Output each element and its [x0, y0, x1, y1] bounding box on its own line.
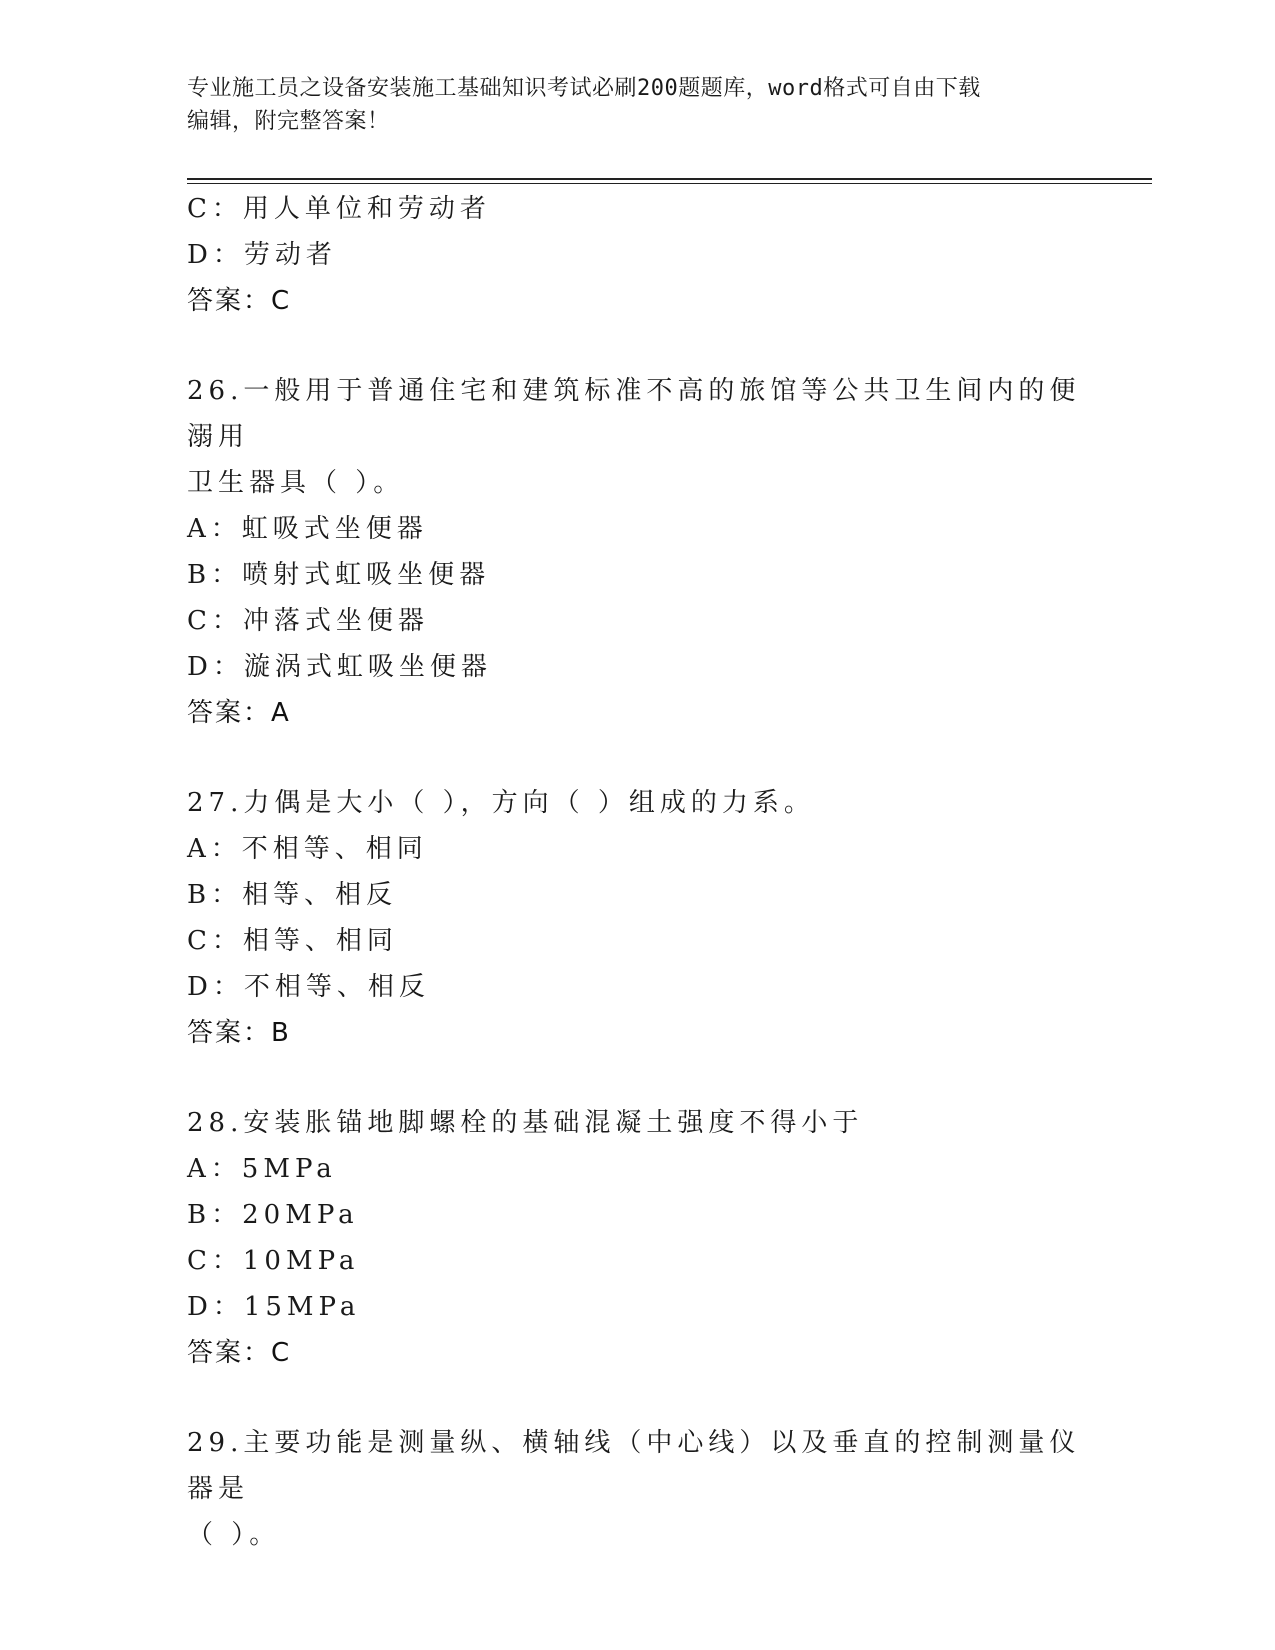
answer-label: 答案：C [187, 286, 292, 316]
question-25 [187, 186, 1087, 324]
header-divider-thin [187, 183, 1152, 184]
answer-label: 答案：C [187, 1338, 292, 1368]
spacer [187, 1376, 1087, 1420]
header-divider-thick [187, 178, 1152, 180]
question-stem: 27.力偶是大小（ ），方向（ ）组成的力系。 [187, 788, 815, 818]
option-c: C：冲落式坐便器 [187, 606, 429, 636]
option-c: C：10MPa [187, 1246, 360, 1276]
option-a: A：5MPa [187, 1154, 337, 1184]
option-d: D：15MPa [187, 1292, 361, 1322]
spacer [187, 1056, 1087, 1100]
answer-label: 答案：A [187, 698, 291, 728]
question-stem: 26.一般用于普通住宅和建筑标准不高的旅馆等公共卫生间内的便溺用 [187, 376, 1081, 452]
question-list [187, 186, 1087, 1558]
question-27 [187, 780, 1087, 1056]
question-28 [187, 1100, 1087, 1376]
question-stem: 28.安装胀锚地脚螺栓的基础混凝土强度不得小于 [187, 1108, 864, 1138]
question-26 [187, 368, 1087, 736]
option-c: C：用人单位和劳动者 [187, 194, 491, 224]
option-b: B：20MPa [187, 1200, 359, 1230]
document-header [187, 72, 1067, 138]
option-d: D：劳动者 [187, 240, 337, 270]
option-c: C：相等、相同 [187, 926, 398, 956]
answer-label: 答案：B [187, 1018, 291, 1048]
option-a: A：不相等、相同 [187, 834, 428, 864]
option-b: B：喷射式虹吸坐便器 [187, 560, 491, 590]
question-stem: 29.主要功能是测量纵、横轴线（中心线）以及垂直的控制测量仪器是 [187, 1428, 1081, 1504]
option-a: A：虹吸式坐便器 [187, 514, 428, 544]
header-line-2: 编辑，附完整答案！ [187, 109, 390, 134]
header-line-1: 专业施工员之设备安装施工基础知识考试必刷200题题库，word格式可自由下载 [187, 76, 981, 101]
option-d: D：漩涡式虹吸坐便器 [187, 652, 492, 682]
spacer [187, 324, 1087, 368]
option-b: B：相等、相反 [187, 880, 398, 910]
question-29 [187, 1420, 1087, 1558]
question-stem-continued: 卫生器具（ ）。 [187, 468, 405, 498]
spacer [187, 736, 1087, 780]
question-stem-continued: （ ）。 [187, 1520, 281, 1550]
option-d: D：不相等、相反 [187, 972, 430, 1002]
